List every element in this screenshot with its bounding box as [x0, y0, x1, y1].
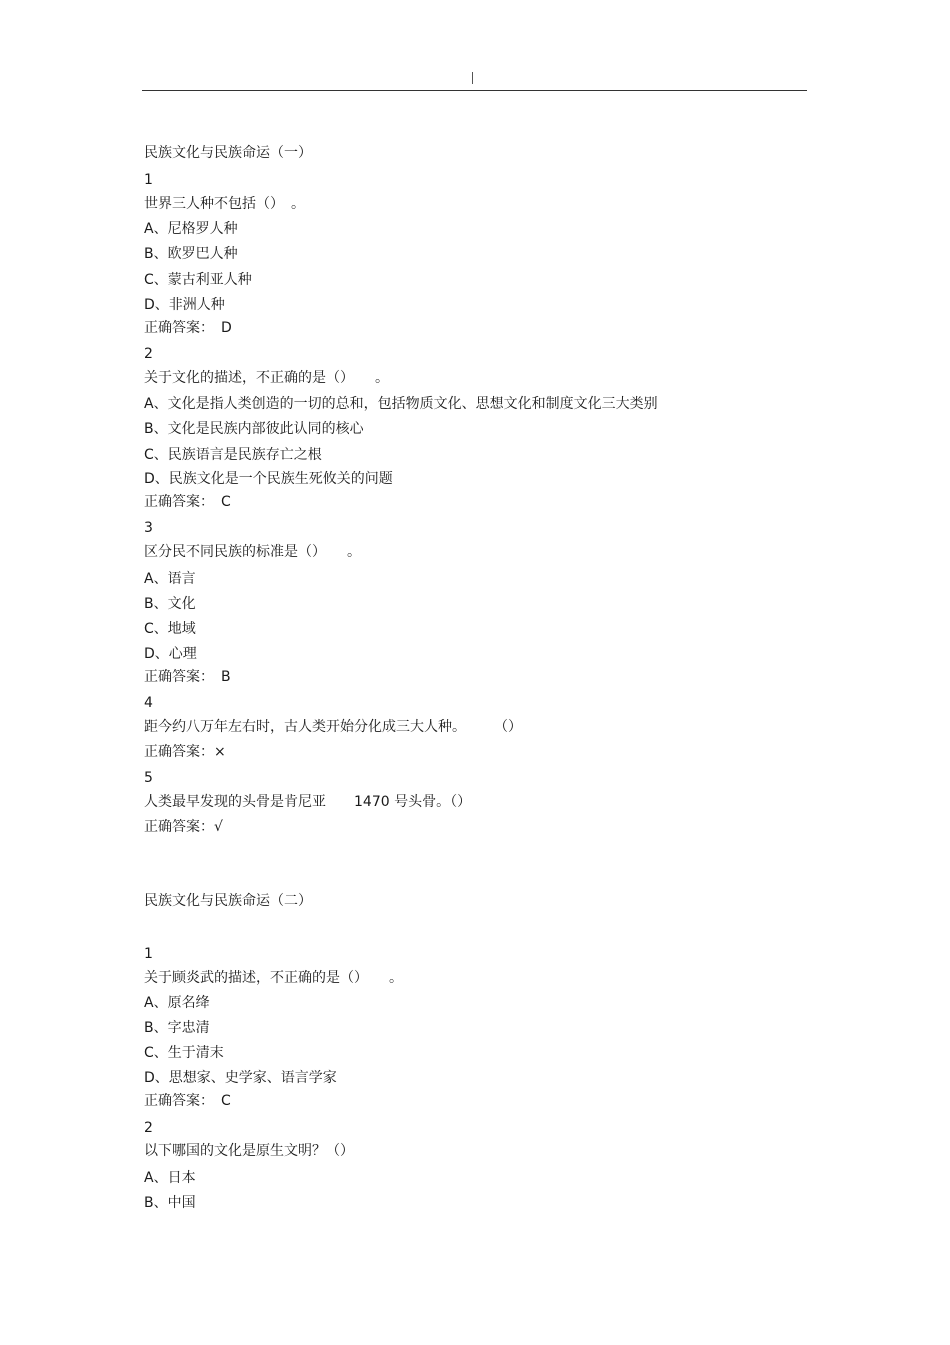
question-text: 以下哪国的文化是原生文明？（）	[144, 1143, 354, 1159]
question-number: 1	[144, 172, 153, 188]
option-a: A、尼格罗人种	[144, 221, 238, 237]
section-title: 民族文化与民族命运（一）	[144, 145, 312, 161]
section-title: 民族文化与民族命运（二）	[144, 893, 312, 909]
question-number: 4	[144, 695, 153, 711]
question-text: 距今约八万年左右时，古人类开始分化成三大人种。 （）	[144, 719, 522, 735]
answer: 正确答案： D	[144, 320, 232, 336]
option-b: B、字忠清	[144, 1020, 210, 1036]
question-number: 5	[144, 770, 153, 786]
option-a: A、语言	[144, 571, 196, 587]
question-text: 关于顾炎武的描述，不正确的是（） 。	[144, 970, 403, 986]
header-rule	[142, 90, 807, 91]
option-b: B、欧罗巴人种	[144, 246, 238, 262]
option-b: B、文化是民族内部彼此认同的核心	[144, 421, 364, 437]
answer: 正确答案： C	[144, 494, 231, 510]
option-c: C、民族语言是民族存亡之根	[144, 447, 322, 463]
answer: 正确答案： B	[144, 669, 231, 685]
option-c: C、生于清末	[144, 1045, 224, 1061]
option-b: B、文化	[144, 596, 196, 612]
answer: 正确答案： C	[144, 1093, 231, 1109]
question-number: 2	[144, 346, 153, 362]
question-text: 关于文化的描述，不正确的是（） 。	[144, 370, 389, 386]
header-mark	[472, 72, 473, 84]
option-a: A、日本	[144, 1170, 196, 1186]
question-number: 3	[144, 520, 153, 536]
question-text: 区分民不同民族的标准是（） 。	[144, 544, 361, 560]
option-d: D、心理	[144, 646, 197, 662]
question-number: 1	[144, 946, 153, 962]
option-c: C、蒙古利亚人种	[144, 272, 252, 288]
option-c: C、地域	[144, 621, 196, 637]
option-d: D、非洲人种	[144, 297, 225, 313]
option-a: A、文化是指人类创造的一切的总和，包括物质文化、思想文化和制度文化三大类别	[144, 396, 658, 412]
question-text: 人类最早发现的头骨是肯尼亚 1470 号头骨。（）	[144, 794, 472, 810]
option-d: D、民族文化是一个民族生死攸关的问题	[144, 471, 393, 487]
answer: 正确答案：×	[144, 744, 226, 760]
answer: 正确答案：√	[144, 819, 223, 835]
option-d: D、思想家、史学家、语言学家	[144, 1070, 337, 1086]
option-a: A、原名绛	[144, 995, 210, 1011]
question-number: 2	[144, 1120, 153, 1136]
question-text: 世界三人种不包括（） 。	[144, 196, 305, 212]
option-b: B、中国	[144, 1195, 196, 1211]
